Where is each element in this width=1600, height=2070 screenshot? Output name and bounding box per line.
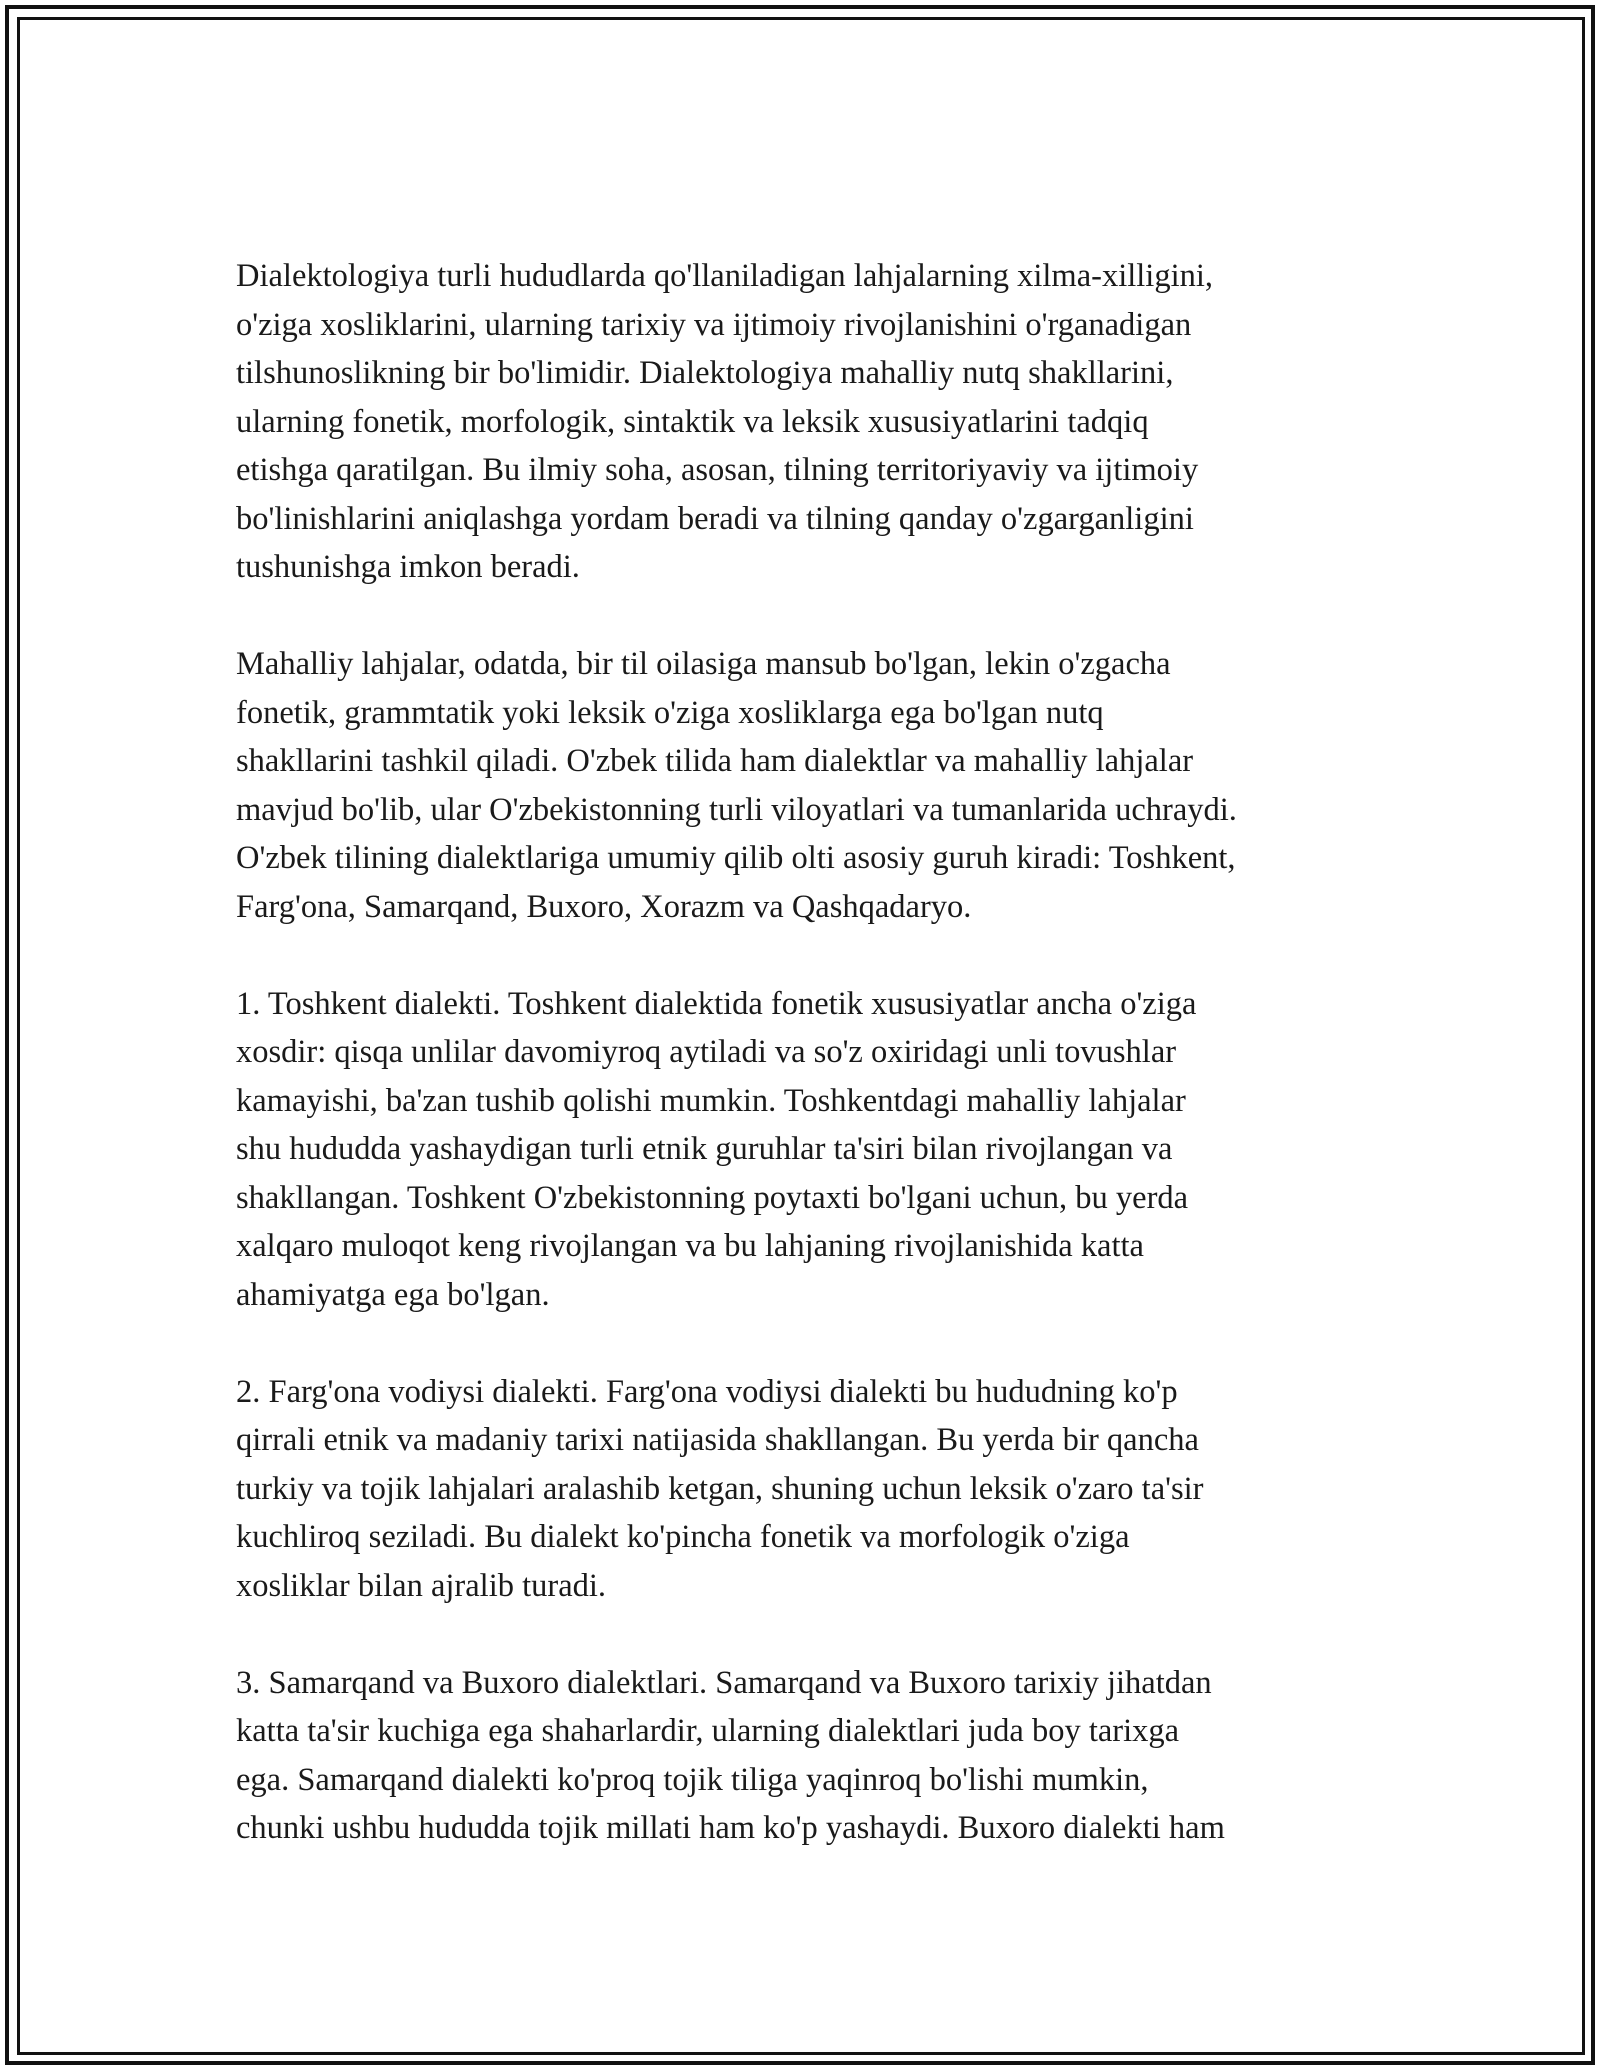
text-line: Farg'ona, Samarqand, Buxoro, Xorazm va Qashqadaryo. bbox=[236, 888, 972, 925]
paragraph-samarkand-bukhara-dialects bbox=[236, 1659, 1376, 1853]
text-line: 2. Farg'ona vodiysi dialekti. Farg'ona vodiysi dialekti bu hududning ko'p bbox=[236, 1373, 1178, 1410]
text-line: kamayishi, ba'zan tushib qolishi mumkin. Toshkentdagi mahalliy lahjalar bbox=[236, 1082, 1186, 1119]
text-line: ularning fonetik, morfologik, sintaktik va leksik xususiyatlarini tadqiq bbox=[236, 403, 1149, 440]
text-line: fonetik, grammtatik yoki leksik o'ziga xosliklarga ega bo'lgan nutq bbox=[236, 694, 1104, 731]
paragraph-tashkent-dialect bbox=[236, 980, 1376, 1320]
text-line: bo'linishlarini aniqlashga yordam beradi va tilning qanday o'zgarganligini bbox=[236, 500, 1194, 537]
text-line: O'zbek tilining dialektlariga umumiy qilib olti asosiy guruh kiradi: Toshkent, bbox=[236, 840, 1236, 876]
text-line: chunki ushbu hududda tojik millati ham ko'p yashaydi. Buxoro dialekti ham bbox=[236, 1810, 1225, 1846]
text-line: kuchliroq seziladi. Bu dialekt ko'pincha fonetik va morfologik o'ziga bbox=[236, 1519, 1130, 1555]
text-line: katta ta'sir kuchiga ega shaharlardir, ularning dialektlari juda boy tarixga bbox=[236, 1713, 1180, 1749]
text-line: shakllangan. Toshkent O'zbekistonning poytaxti bo'lgani uchun, bu yerda bbox=[236, 1179, 1189, 1216]
text-line: 3. Samarqand va Buxoro dialektlari. Samarqand va Buxoro tarixiy jihatdan bbox=[236, 1664, 1212, 1701]
text-line: Mahalliy lahjalar, odatda, bir til oilasiga mansub bo'lgan, lekin o'zgacha bbox=[236, 646, 1171, 682]
paragraph-local-dialects bbox=[236, 640, 1376, 931]
text-line: tushunishga imkon beradi. bbox=[236, 549, 580, 585]
text-line: shakllarini tashkil qiladi. O'zbek tilida ham dialektlar va mahalliy lahjalar bbox=[236, 743, 1194, 779]
text-line: qirrali etnik va madaniy tarixi natijasida shakllangan. Bu yerda bir qancha bbox=[236, 1422, 1199, 1458]
text-line: Dialektologiya turli hududlarda qo'llaniladigan lahjalarning xilma-xilligini, bbox=[236, 258, 1214, 294]
text-line: etishga qaratilgan. Bu ilmiy soha, asosan, tilning territoriyaviy va ijtimoiy bbox=[236, 452, 1199, 488]
text-line: 1. Toshkent dialekti. Toshkent dialektida fonetik xususiyatlar ancha o'ziga bbox=[236, 985, 1197, 1022]
text-line: xosliklar bilan ajralib turadi. bbox=[236, 1567, 607, 1604]
paragraph-intro bbox=[236, 252, 1376, 592]
text-line: o'ziga xosliklarini, ularning tarixiy va ijtimoiy rivojlanishini o'rganadigan bbox=[236, 306, 1192, 343]
text-line: ega. Samarqand dialekti ko'proq tojik tiliga yaqinroq bo'lishi mumkin, bbox=[236, 1761, 1149, 1798]
text-line: tilshunoslikning bir bo'limidir. Dialektologiya mahalliy nutq shakllarini, bbox=[236, 355, 1174, 391]
text-line: xalqaro muloqot keng rivojlangan va bu lahjaning rivojlanishida katta bbox=[236, 1228, 1144, 1264]
text-line: mavjud bo'lib, ular O'zbekistonning turli viloyatlari va tumanlarida uchraydi. bbox=[236, 791, 1237, 828]
text-line: turkiy va tojik lahjalari aralashib ketgan, shuning uchun leksik o'zaro ta'sir bbox=[236, 1470, 1204, 1507]
document-body bbox=[236, 252, 1376, 1901]
text-line: shu hududda yashaydigan turli etnik guruhlar ta'siri bilan rivojlangan va bbox=[236, 1131, 1173, 1167]
text-line: ahamiyatga ega bo'lgan. bbox=[236, 1276, 550, 1313]
paragraph-fergana-dialect bbox=[236, 1368, 1376, 1611]
text-line: xosdir: qisqa unlilar davomiyroq aytiladi va so'z oxiridagi unli tovushlar bbox=[236, 1034, 1177, 1070]
